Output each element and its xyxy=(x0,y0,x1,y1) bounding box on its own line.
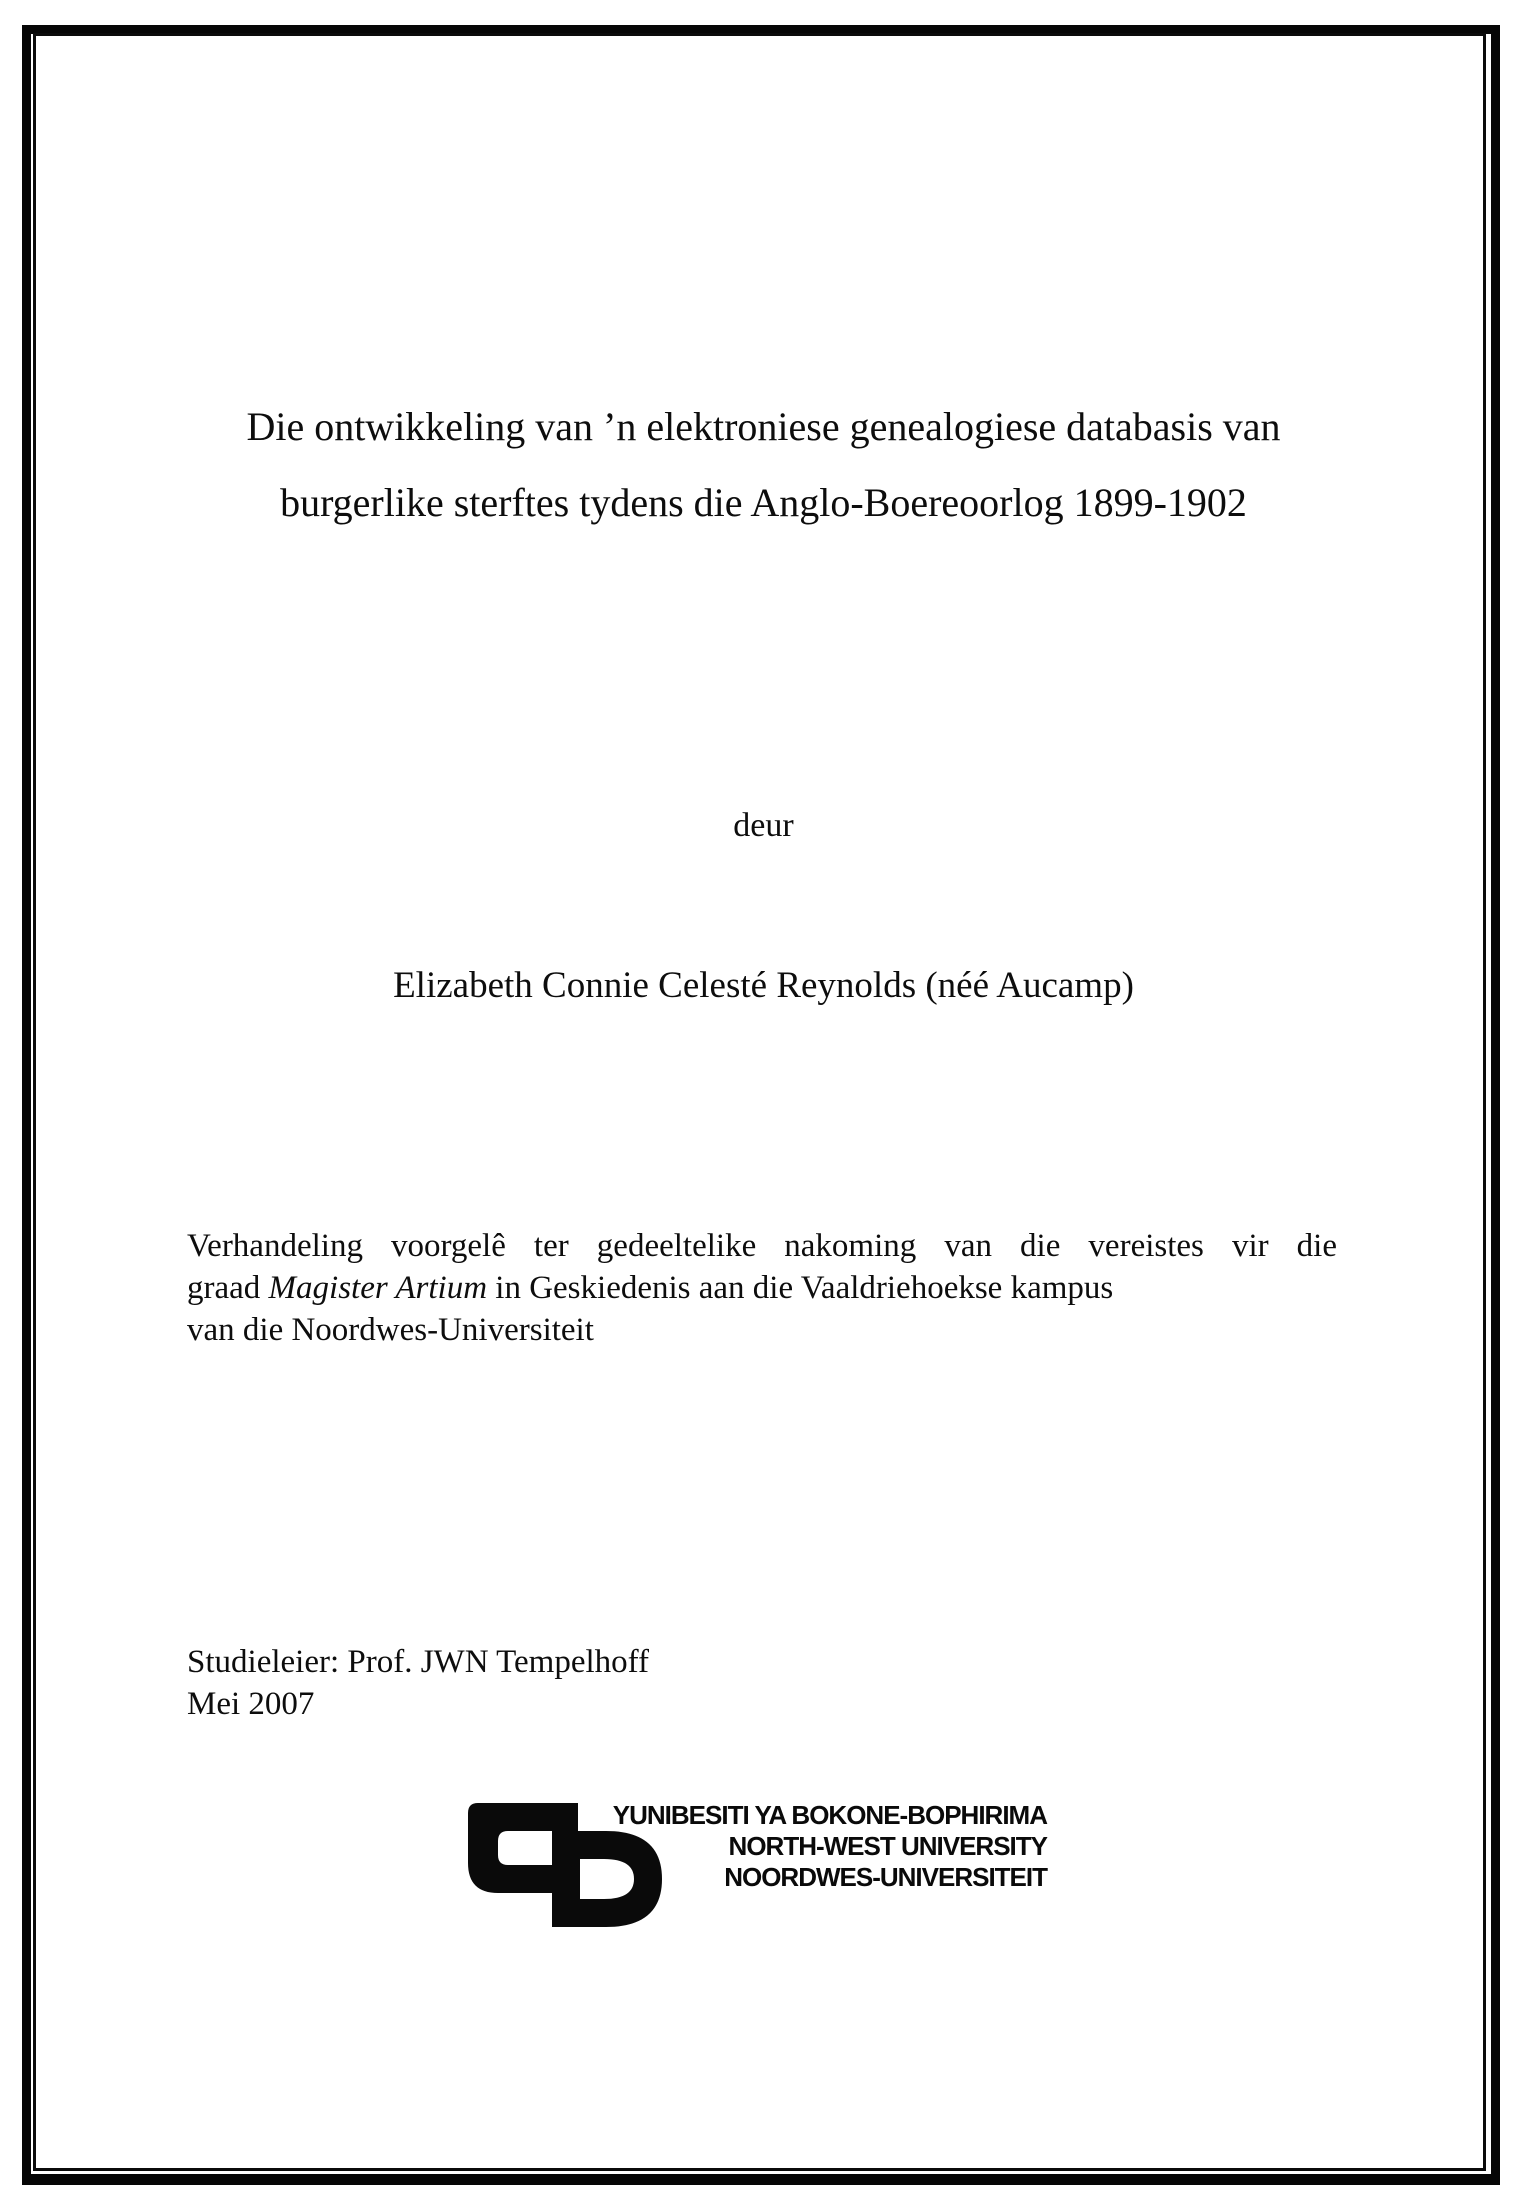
logo-wordmark-line3: NOORDWES-UNIVERSITEIT xyxy=(724,1862,1047,1892)
statement-line2-post: in Geskiedenis aan die Vaaldriehoekse kampus xyxy=(487,1270,1114,1306)
statement-line2 xyxy=(187,1267,1337,1309)
statement-line3: van die Noordwes-Universiteit xyxy=(187,1312,594,1348)
byline-label: deur xyxy=(733,807,794,844)
thesis-title-line2: burgerlike sterftes tydens die Anglo-Boereoorlog 1899-1902 xyxy=(280,480,1247,525)
statement-line1: Verhandeling voorgelê ter gedeeltelike nakoming van die vereistes vir die xyxy=(187,1228,1337,1264)
supervisor-block xyxy=(187,1641,1087,1725)
statement-line2-pre: graad xyxy=(187,1270,269,1306)
thesis-title-line1: Die ontwikkeling van ’n elektroniese genealogiese databasis van xyxy=(246,404,1281,449)
supervisor-line: Studieleier: Prof. JWN Tempelhoff xyxy=(187,1644,650,1680)
logo-wordmark-line2: NORTH-WEST UNIVERSITY xyxy=(728,1831,1047,1861)
thesis-statement xyxy=(187,1225,1337,1351)
degree-name-italic: Magister Artium xyxy=(268,1270,488,1306)
date-line: Mei 2007 xyxy=(187,1686,315,1722)
thesis-title xyxy=(90,389,1437,541)
author-name: Elizabeth Connie Celesté Reynolds (néé Aucamp) xyxy=(393,965,1134,1006)
logo-wordmark-line1: YUNIBESITI YA BOKONE-BOPHIRIMA xyxy=(612,1800,1047,1830)
logo-wordmark xyxy=(560,1800,1047,1893)
